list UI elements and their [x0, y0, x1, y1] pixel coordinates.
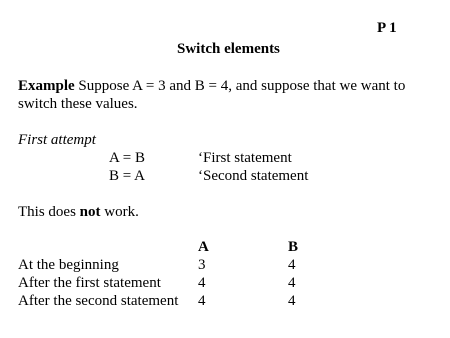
example-text-1: Suppose A = 3 and B = 4, and suppose that we want to — [78, 78, 406, 94]
table-row-a-1: 3 — [198, 257, 206, 273]
conclusion-emphasis: not — [79, 204, 101, 220]
code-statement-2: B = A — [109, 168, 145, 184]
conclusion-suffix: work. — [100, 204, 139, 220]
table-row-label-1: At the beginning — [18, 257, 119, 273]
first-attempt-heading: First attempt — [18, 132, 96, 148]
table-header-a: A — [198, 239, 209, 255]
table-row-a-2: 4 — [198, 275, 206, 291]
table-row-label-3: After the second statement — [18, 293, 179, 309]
table-row-a-3: 4 — [198, 293, 206, 309]
table-row-label-2: After the first statement — [18, 275, 161, 291]
page-title: Switch elements — [177, 41, 280, 57]
conclusion-prefix: This does — [18, 204, 80, 220]
table-row-b-1: 4 — [288, 257, 296, 273]
example-label: Example — [18, 78, 75, 94]
code-comment-1: ‘First statement — [198, 150, 292, 166]
table-header-b: B — [288, 239, 299, 255]
page-label: P 1 — [377, 20, 397, 36]
table-row-b-2: 4 — [288, 275, 296, 291]
table-row-b-3: 4 — [288, 293, 296, 309]
example-line-1 — [18, 77, 405, 95]
example-text-2: switch these values. — [18, 96, 138, 112]
code-statement-1: A = B — [109, 150, 145, 166]
conclusion-line — [18, 203, 139, 221]
code-comment-2: ‘Second statement — [198, 168, 309, 184]
